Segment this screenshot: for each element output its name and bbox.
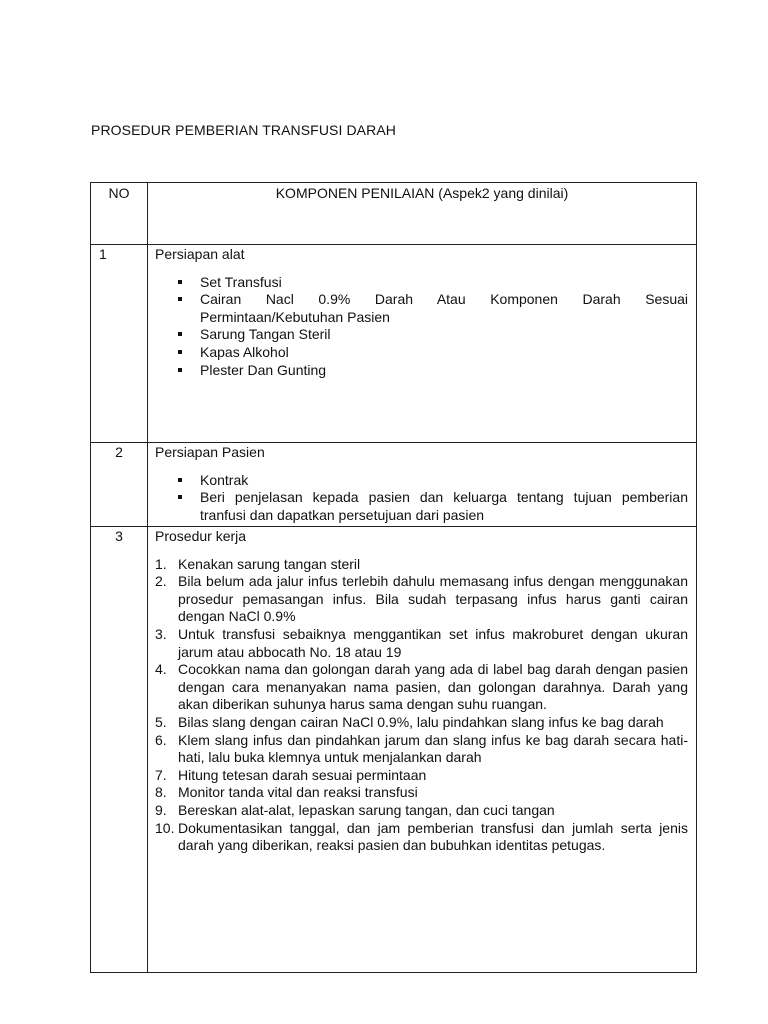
step-number: 5. [155,713,167,730]
list-item-text: Cairan Nacl 0.9% Darah Atau Komponen Darah Sesuai Permintaan/Kebutuhan Pasien [200,291,688,325]
step-text: Klem slang infus dan pindahkan jarum dan slang infus ke bag darah secara hati-hati, lalu buka klemnya untuk menjalankan darah [178,731,688,766]
list-item [155,626,688,661]
step-number: 9. [155,801,167,818]
step-number: 4. [155,661,167,678]
table-row [91,443,697,527]
step-text: Monitor tanda vital dan reaksi transfusi [178,784,418,801]
step-text: Dokumentasikan tanggal, dan jam pemberian transfusi dan jumlah serta jenis darah yang diberikan, reaksi pasien dan bubuhkan identitas petugas. [178,819,688,854]
step-text: Kenakan sarung tangan steril [178,555,361,572]
list-item [155,714,688,732]
row-number-cell [91,443,148,527]
row-number-cell [91,245,148,443]
list-item [155,661,688,714]
list-item-text: Sarung Tangan Steril [200,326,331,343]
list-item [155,573,688,626]
list-item-text: Kontrak [200,471,249,488]
table-row [91,245,697,443]
step-text: Untuk transfusi sebaiknya menggantikan set infus makroburet dengan ukuran jarum atau abbocath No. 18 atau 19 [178,625,688,660]
bullet-list [155,274,688,380]
step-number: 10. [155,819,175,836]
row-number: 1 [99,246,107,262]
row-number-cell [91,527,148,973]
list-item [155,274,688,292]
list-item-text: Set Transfusi [200,273,282,290]
header-no: NO [91,183,148,245]
list-item [155,820,688,855]
list-item [155,556,688,574]
list-item [155,291,688,326]
list-item-text: Plester Dan Gunting [200,361,327,378]
step-number: 7. [155,766,167,783]
square-bullet-icon [178,297,182,301]
bullet-list [155,472,688,525]
square-bullet-icon [178,332,182,336]
square-bullet-icon [178,478,182,482]
list-item [155,344,688,362]
table-header-row [91,183,697,245]
square-bullet-icon [178,350,182,354]
step-number: 8. [155,784,167,801]
list-item [155,489,688,524]
step-text: Bilas slang dengan cairan NaCl 0.9%, lalu pindahkan slang infus ke bag darah [178,713,664,730]
list-item [155,802,688,820]
square-bullet-icon [178,368,182,372]
row-number: 3 [115,528,123,544]
row-number: 2 [115,444,123,460]
step-number: 6. [155,731,167,748]
section-title: Prosedur kerja [155,528,247,544]
document-title: PROSEDUR PEMBERIAN TRANSFUSI DARAH [91,122,396,138]
step-number: 3. [155,625,167,642]
list-item-text: Kapas Alkohol [200,343,289,360]
square-bullet-icon [178,280,182,284]
step-text: Bereskan alat-alat, lepaskan sarung tangan, dan cuci tangan [178,801,555,818]
list-item [155,362,688,380]
component-cell [148,527,697,973]
step-number: 1. [155,555,167,572]
assessment-table [90,182,697,973]
numbered-list [155,556,688,855]
section-title: Persiapan Pasien [155,444,265,460]
step-text: Cocokkan nama dan golongan darah yang ada di label bag darah dengan pasien dengan cara menanyakan nama pasien, dan golongan darahnya. Darah yang akan diberikan suhunya harus sama dengan suhu ruangan. [178,661,688,713]
list-item-text: Beri penjelasan kepada pasien dan keluarga tentang tujuan pemberian tranfusi dan dapatkan persetujuan dari pasien [200,489,688,523]
list-item [155,472,688,490]
list-item [155,767,688,785]
list-item [155,732,688,767]
component-cell [148,443,697,527]
list-item [155,326,688,344]
header-component: KOMPONEN PENILAIAN (Aspek2 yang dinilai) [148,183,697,245]
step-text: Bila belum ada jalur infus terlebih dahulu memasang infus dengan menggunakan prosedur pemasangan infus. Bila sudah terpasang infus harus ganti cairan dengan NaCl 0.9% [178,573,688,625]
step-number: 2. [155,573,167,590]
section-title: Persiapan alat [155,246,245,262]
table-row [91,527,697,973]
step-text: Hitung tetesan darah sesuai permintaan [178,766,427,783]
list-item [155,784,688,802]
component-cell [148,245,697,443]
square-bullet-icon [178,495,182,499]
